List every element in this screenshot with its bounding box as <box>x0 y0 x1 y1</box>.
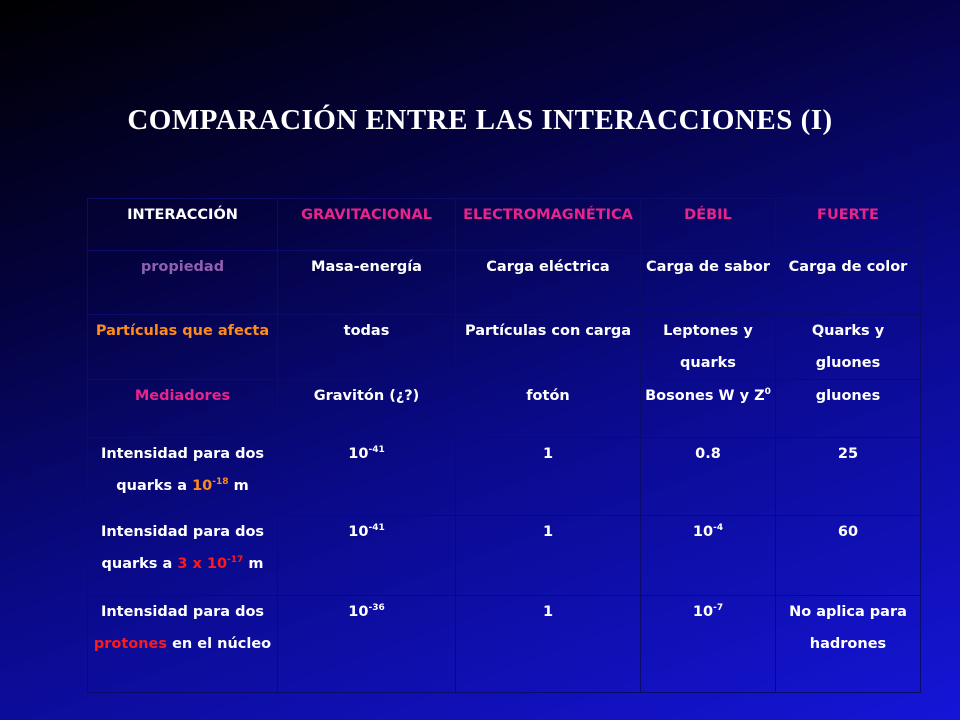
header-debil: DÉBIL <box>641 199 776 251</box>
intensidad-1-dist-exp: -18 <box>212 477 229 487</box>
label-intensidad-3 <box>88 596 278 693</box>
cell-particulas-em: Partículas con carga <box>456 315 641 380</box>
cell-intensidad-2-em: 1 <box>456 516 641 596</box>
label-intensidad-1 <box>88 438 278 516</box>
cell-mediadores-fuerte: gluones <box>776 380 921 438</box>
intensidad-1-distance <box>192 478 228 494</box>
header-interaccion: INTERACCIÓN <box>88 199 278 251</box>
cell-intensidad-1-debil: 0.8 <box>641 438 776 516</box>
intensidad-1-label-b: m <box>228 478 249 494</box>
intensidad-2-grav-exp: -41 <box>368 523 385 533</box>
cell-propiedad-fuerte: Carga de color <box>776 251 921 315</box>
header-electromagnetica: ELECTROMAGNÉTICA <box>456 199 641 251</box>
slide-title: COMPARACIÓN ENTRE LAS INTERACCIONES (I) <box>127 104 833 136</box>
row-intensidad-2 <box>88 516 921 596</box>
intensidad-3-debil-exp: -7 <box>713 603 724 613</box>
cell-particulas-fuerte: Quarks y gluones <box>776 315 921 380</box>
cell-intensidad-3-em: 1 <box>456 596 641 693</box>
row-propiedad <box>88 251 921 315</box>
cell-intensidad-3-fuerte: No aplica para hadrones <box>776 596 921 693</box>
cell-intensidad-2-debil <box>641 516 776 596</box>
cell-mediadores-debil <box>641 380 776 438</box>
intensidad-3-label-b: en el núcleo <box>167 636 272 652</box>
intensidad-1-label-a: Intensidad para dos quarks a <box>100 446 265 494</box>
cell-intensidad-3-debil <box>641 596 776 693</box>
intensidad-2-dist-base: 3 x 10 <box>177 556 228 572</box>
header-row <box>88 199 921 251</box>
label-propiedad: propiedad <box>88 251 278 315</box>
intensidad-3-protones: protones <box>93 636 168 652</box>
row-particulas <box>88 315 921 380</box>
cell-particulas-debil: Leptones y quarks <box>641 315 776 380</box>
cell-intensidad-1-fuerte: 25 <box>776 438 921 516</box>
cell-intensidad-3-grav <box>278 596 456 693</box>
mediadores-debil-sup: 0 <box>764 387 771 397</box>
label-intensidad-2 <box>88 516 278 596</box>
intensidad-3-label-a: Intensidad para dos <box>100 604 265 620</box>
intensidad-2-debil-exp: -4 <box>713 523 724 533</box>
mediadores-debil-text: Bosones W y Z <box>645 388 765 404</box>
intensidad-2-label-a: Intensidad para dos quarks a <box>100 524 265 572</box>
cell-propiedad-grav: Masa-energía <box>278 251 456 315</box>
intensidad-3-grav-base: 10 <box>348 604 369 620</box>
cell-intensidad-1-grav <box>278 438 456 516</box>
cell-intensidad-1-em: 1 <box>456 438 641 516</box>
row-mediadores <box>88 380 921 438</box>
cell-mediadores-grav: Gravitón (¿?) <box>278 380 456 438</box>
comparison-table <box>87 198 921 693</box>
intensidad-1-grav-exp: -41 <box>368 445 385 455</box>
cell-mediadores-em: fotón <box>456 380 641 438</box>
intensidad-1-grav-base: 10 <box>348 446 369 462</box>
label-mediadores: Mediadores <box>88 380 278 438</box>
cell-particulas-grav: todas <box>278 315 456 380</box>
intensidad-2-distance <box>177 556 243 572</box>
intensidad-1-dist-base: 10 <box>192 478 213 494</box>
cell-propiedad-debil: Carga de sabor <box>641 251 776 315</box>
header-gravitacional: GRAVITACIONAL <box>278 199 456 251</box>
label-particulas: Partículas que afecta <box>88 315 278 380</box>
intensidad-3-grav-exp: -36 <box>368 603 385 613</box>
intensidad-2-debil-base: 10 <box>692 524 714 540</box>
row-intensidad-1 <box>88 438 921 516</box>
cell-intensidad-2-fuerte: 60 <box>776 516 921 596</box>
cell-intensidad-2-grav <box>278 516 456 596</box>
cell-propiedad-em: Carga eléctrica <box>456 251 641 315</box>
intensidad-3-debil-base: 10 <box>692 604 714 620</box>
intensidad-2-label-b: m <box>243 556 264 572</box>
intensidad-2-dist-exp: -17 <box>227 555 244 565</box>
row-intensidad-3 <box>88 596 921 693</box>
header-fuerte: FUERTE <box>776 199 921 251</box>
intensidad-2-grav-base: 10 <box>348 524 369 540</box>
